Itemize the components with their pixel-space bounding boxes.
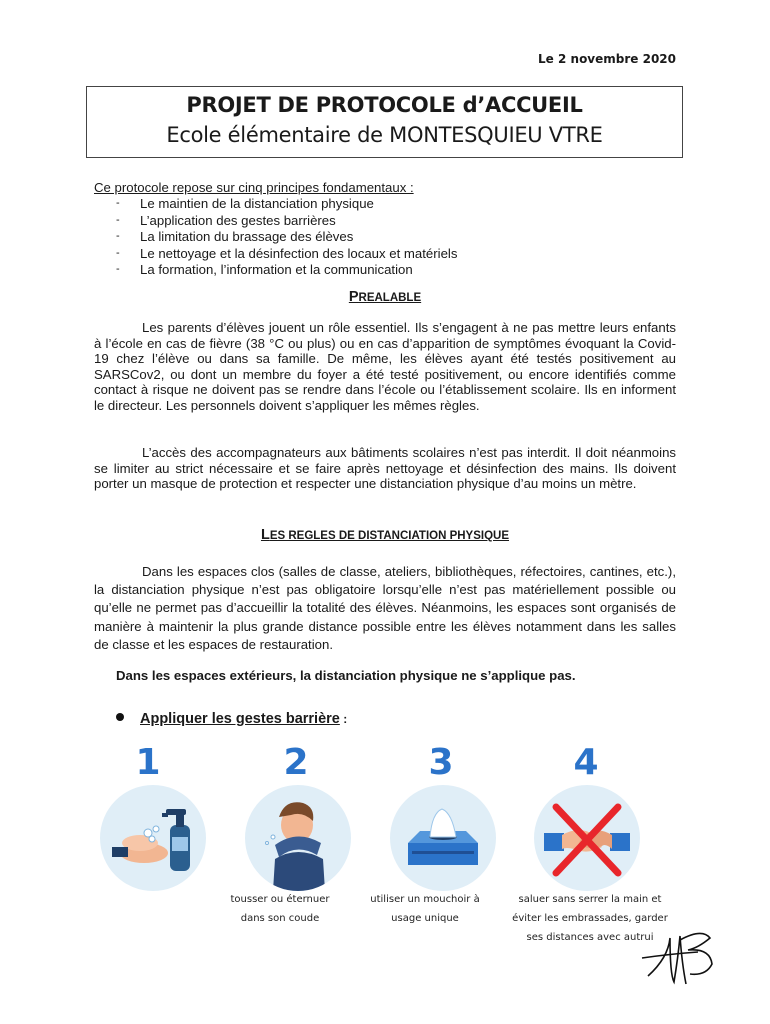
handwritten-signature — [640, 918, 730, 1003]
exterior-note: Dans les espaces extérieurs, la distanciation physique ne s’applique pas. — [116, 668, 576, 683]
caption-line: usage unique — [391, 913, 459, 924]
document-date: Le 2 novembre 2020 — [538, 52, 676, 66]
caption-line: éviter les embrassades, garder — [512, 913, 668, 924]
section-title-regles — [0, 527, 770, 543]
bullet-colon: : — [339, 712, 348, 726]
section-cap: P — [348, 289, 359, 305]
section-title-prealable — [0, 289, 770, 305]
gesture-number-2: 2 — [283, 742, 309, 783]
bullet-gestes-barriere — [116, 711, 347, 727]
gesture-number-1: 1 — [135, 742, 161, 783]
school-name: Ecole élémentaire de MONTESQUIEU VTRE — [166, 123, 603, 147]
bullet-dot-icon — [116, 713, 124, 721]
elbow-cough-icon — [245, 785, 351, 891]
caption-line: ses distances avec autrui — [526, 932, 654, 943]
document-title: PROJET DE PROTOCOLE d’ACCUEIL — [186, 93, 583, 117]
caption-line: dans son coude — [240, 913, 320, 924]
principles-intro: Ce protocole repose sur cinq principes fondamentaux : — [94, 180, 414, 195]
caption-gesture-2 — [210, 890, 350, 928]
title-box — [86, 86, 683, 158]
list-item: - Le nettoyage et la désinfection des locaux et matériels — [116, 246, 457, 263]
paragraph-espaces-clos: Dans les espaces clos (salles de classe, ateliers, bibliothèques, réfectoires, cantines, etc.), la distanciation physique n’est pas obligatoire lorsqu’elle n’est pas matériellement possible ou qu’elle ne permet pas d’accueillir la totalité des élèves. Néanmoins, les espaces sont organisés de manière à maintenir la plus grande distance possible entre les élèves notamment dans les salles de classe et les espaces de restauration. — [94, 564, 676, 652]
section-cap: L — [260, 527, 270, 543]
list-item: - La limitation du brassage des élèves — [116, 229, 457, 246]
paragraph-parents: Les parents d’élèves jouent un rôle essentiel. Ils s’engagent à ne pas mettre leurs enfants à l’école en cas de fièvre (38 °C ou plus) ou en cas d’apparition de symptômes évoquant la Covid-19 chez l’élève ou dans sa famille. De même, les élèves ayant été testés positivement au SARSCov2, ou dont un membre du foyer a été testé positivement, ou encore identifiés comme contact à risque ne doivent pas se rendre dans l’école ou l’établissement scolaire. Ils en informent le directeur. Les personnels doivent s’appliquer les mêmes règles. — [94, 320, 676, 413]
section-rest: ES REGLES DE DISTANCIATION PHYSIQUE — [269, 530, 510, 542]
list-item: - L’application des gestes barrières — [116, 213, 457, 230]
list-item: - Le maintien de la distanciation physique — [116, 196, 457, 213]
paragraph-accompagnateurs: L’accès des accompagnateurs aux bâtiments scolaires n’est pas interdit. Il doit néanmoins se limiter au strict nécessaire et se faire après nettoyage et désinfection des mains. Ils doivent porter un masque de protection et respecter une distanciation physique d’au moins un mètre. — [94, 445, 676, 492]
bullet-label: Appliquer les gestes barrière — [140, 711, 340, 727]
caption-line: utiliser un mouchoir à — [370, 894, 480, 905]
no-handshake-icon — [534, 785, 640, 891]
caption-gesture-3 — [355, 890, 495, 928]
hand-washing-icon — [100, 785, 206, 891]
caption-line: tousser ou éternuer — [230, 894, 330, 905]
tissue-box-icon — [390, 785, 496, 891]
principles-list — [116, 196, 457, 279]
section-rest: REALABLE — [358, 292, 422, 304]
list-item: - La formation, l’information et la communication — [116, 262, 457, 279]
gesture-number-3: 3 — [428, 742, 454, 783]
caption-line: saluer sans serrer la main et — [518, 894, 662, 905]
gesture-number-4: 4 — [573, 742, 599, 783]
